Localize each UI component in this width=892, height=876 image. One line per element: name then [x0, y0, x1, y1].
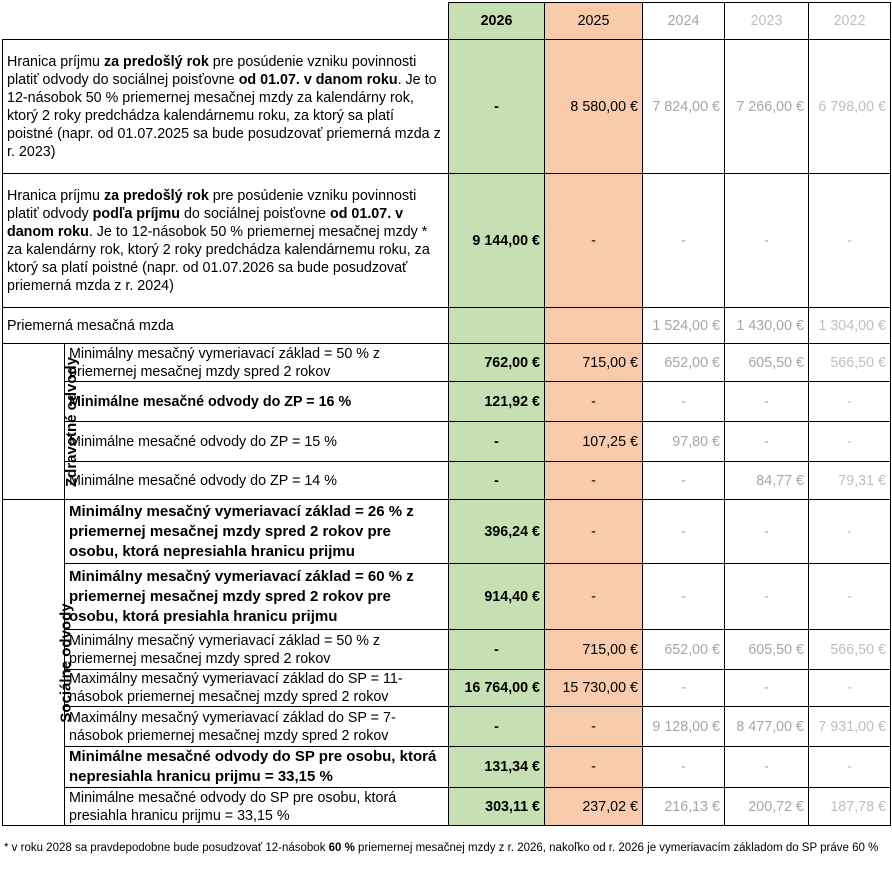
health-row [3, 382, 891, 422]
cell-2025: - [545, 747, 643, 788]
cell-2023: 200,72 € [725, 788, 809, 826]
footnote: * v roku 2028 sa pravdepodobne bude posudzovať 12-násobok 60 % priemernej mesačnej mzdy z r. 2026, nakoľko od r. 2026 je vymeriavacím základom do SP práve 60 % [4, 842, 879, 854]
cell-2025: 15 730,00 € [545, 670, 643, 707]
cell-2026: 16 764,00 € [449, 670, 545, 707]
row-label: Minimálne mesačné odvody do ZP = 15 % [65, 422, 449, 462]
cell-2022: 79,31 € [809, 462, 891, 500]
cell-2026: - [449, 422, 545, 462]
cell-2023: 605,50 € [725, 344, 809, 382]
cell-2024: - [643, 500, 725, 564]
cell-2025: - [545, 500, 643, 564]
row-label: Minimálny mesačný vymeriavací základ = 50 % z priemernej mesačnej mzdy spred 2 rokov [65, 344, 449, 382]
cell-2024: - [643, 462, 725, 500]
row-label: Minimálne mesačné odvody do SP pre osobu, ktorá presiahla hranicu prijmu = 33,15 % [65, 788, 449, 826]
cell-2022: 566,50 € [809, 630, 891, 670]
health-row [3, 344, 891, 382]
year-header-2023: 2023 [725, 3, 809, 40]
cell-2023: - [725, 500, 809, 564]
row-income-threshold-prior [3, 40, 891, 174]
health-group-label: Zdravotné odvody [3, 344, 65, 500]
cell-2025 [545, 308, 643, 344]
social-group-label: Sociálne odvody [3, 500, 65, 826]
cell-2022: 7 931,00 € [809, 707, 891, 747]
cell-2024: - [643, 174, 725, 308]
cell-2024: 652,00 € [643, 344, 725, 382]
social-row [3, 747, 891, 788]
cell-2022: 1 304,00 € [809, 308, 891, 344]
cell-2025: - [545, 174, 643, 308]
row-average-wage [3, 308, 891, 344]
cell-2026: 396,24 € [449, 500, 545, 564]
row-label: Minimálne mesačné odvody do SP pre osobu, ktorá nepresiahla hranicu prijmu = 33,15 % [65, 747, 449, 788]
year-header-2025: 2025 [545, 3, 643, 40]
cell-2026: 131,34 € [449, 747, 545, 788]
cell-2026 [449, 308, 545, 344]
cell-2026: 914,40 € [449, 564, 545, 630]
cell-2022: - [809, 500, 891, 564]
cell-2024: - [643, 564, 725, 630]
cell-2025: - [545, 462, 643, 500]
cell-2023: - [725, 382, 809, 422]
cell-2026: 303,11 € [449, 788, 545, 826]
cell-2024: 97,80 € [643, 422, 725, 462]
cell-2022: - [809, 422, 891, 462]
year-header-2022: 2022 [809, 3, 891, 40]
cell-2025: 237,02 € [545, 788, 643, 826]
cell-2023: 7 266,00 € [725, 40, 809, 174]
cell-2023: - [725, 747, 809, 788]
social-row [3, 564, 891, 630]
year-header-2024: 2024 [643, 3, 725, 40]
row-label: Minimálny mesačný vymeriavací základ = 50 % z priemernej mesačnej mzdy spred 2 rokov [65, 630, 449, 670]
cell-2025: 8 580,00 € [545, 40, 643, 174]
contributions-table [2, 2, 891, 826]
cell-2025: - [545, 707, 643, 747]
cell-2025: 715,00 € [545, 630, 643, 670]
cell-2023: - [725, 670, 809, 707]
health-row [3, 462, 891, 500]
cell-2022: 187,78 € [809, 788, 891, 826]
cell-2025: - [545, 564, 643, 630]
cell-2023: 1 430,00 € [725, 308, 809, 344]
cell-2022: 566,50 € [809, 344, 891, 382]
health-row [3, 422, 891, 462]
cell-2022: 6 798,00 € [809, 40, 891, 174]
social-row [3, 670, 891, 707]
row-label: Maximálny mesačný vymeriavací základ do SP = 7-násobok priemernej mesačnej mzdy spred 2 rokov [65, 707, 449, 747]
cell-2023: 84,77 € [725, 462, 809, 500]
cell-2026: 762,00 € [449, 344, 545, 382]
cell-2022: - [809, 747, 891, 788]
cell-2026: - [449, 630, 545, 670]
cell-2026: - [449, 40, 545, 174]
cell-2024: 652,00 € [643, 630, 725, 670]
cell-2024: 216,13 € [643, 788, 725, 826]
cell-2022: - [809, 564, 891, 630]
row-label: Hranica príjmu za predošlý rok pre posúdenie vzniku povinnosti platiť odvody do sociálnej poisťovne od 01.07. v danom roku. Je to 12-násobok 50 % priemernej mesačnej mzdy za kalendárny rok, ktorý 2 roky predchádza kalendárnemu roku, za ktorý sa platí poistné (napr. od 01.07.2025 sa bude posudzovať priemerná mzda z r. 2023) [3, 40, 449, 174]
cell-2025: 715,00 € [545, 344, 643, 382]
cell-2024: 1 524,00 € [643, 308, 725, 344]
cell-2025: - [545, 382, 643, 422]
header-blank [3, 3, 449, 40]
row-label: Hranica príjmu za predošlý rok pre posúdenie vzniku povinnosti platiť odvody podľa príjmu do sociálnej poisťovne od 01.07. v danom roku. Je to 12-násobok 50 % priemernej mesačnej mzdy * za kalendárny rok, ktorý 2 roky predchádza kalendárnemu roku, za ktorý sa platí poistné (napr. od 01.07.2026 sa bude posudzovať priemerná mzda z r. 2024) [3, 174, 449, 308]
cell-2026: 9 144,00 € [449, 174, 545, 308]
social-row [3, 500, 891, 564]
cell-2022: - [809, 174, 891, 308]
cell-2023: 8 477,00 € [725, 707, 809, 747]
cell-2026: - [449, 707, 545, 747]
social-row [3, 630, 891, 670]
cell-2024: 7 824,00 € [643, 40, 725, 174]
cell-2022: - [809, 670, 891, 707]
cell-2026: 121,92 € [449, 382, 545, 422]
row-label: Priemerná mesačná mzda [3, 308, 449, 344]
social-row [3, 707, 891, 747]
row-label: Minimálny mesačný vymeriavací základ = 26 % z priemernej mesačnej mzdy spred 2 rokov pre osobu, ktorá nepresiahla hranicu prijmu [65, 500, 449, 564]
cell-2023: - [725, 564, 809, 630]
cell-2024: - [643, 382, 725, 422]
cell-2024: - [643, 747, 725, 788]
row-label: Maximálny mesačný vymeriavací základ do SP = 11-násobok priemernej mesačnej mzdy spred 2 rokov [65, 670, 449, 707]
row-label: Minimálne mesačné odvody do ZP = 14 % [65, 462, 449, 500]
header-row [3, 3, 891, 40]
year-header-2026: 2026 [449, 3, 545, 40]
social-row [3, 788, 891, 826]
cell-2022: - [809, 382, 891, 422]
cell-2026: - [449, 462, 545, 500]
cell-2024: 9 128,00 € [643, 707, 725, 747]
row-label: Minimálny mesačný vymeriavací základ = 60 % z priemernej mesačnej mzdy spred 2 rokov pre osobu, ktorá presiahla hranicu prijmu [65, 564, 449, 630]
cell-2023: - [725, 422, 809, 462]
row-income-threshold-by-income [3, 174, 891, 308]
cell-2024: - [643, 670, 725, 707]
cell-2023: 605,50 € [725, 630, 809, 670]
row-label: Minimálne mesačné odvody do ZP = 16 % [65, 382, 449, 422]
cell-2023: - [725, 174, 809, 308]
cell-2025: 107,25 € [545, 422, 643, 462]
